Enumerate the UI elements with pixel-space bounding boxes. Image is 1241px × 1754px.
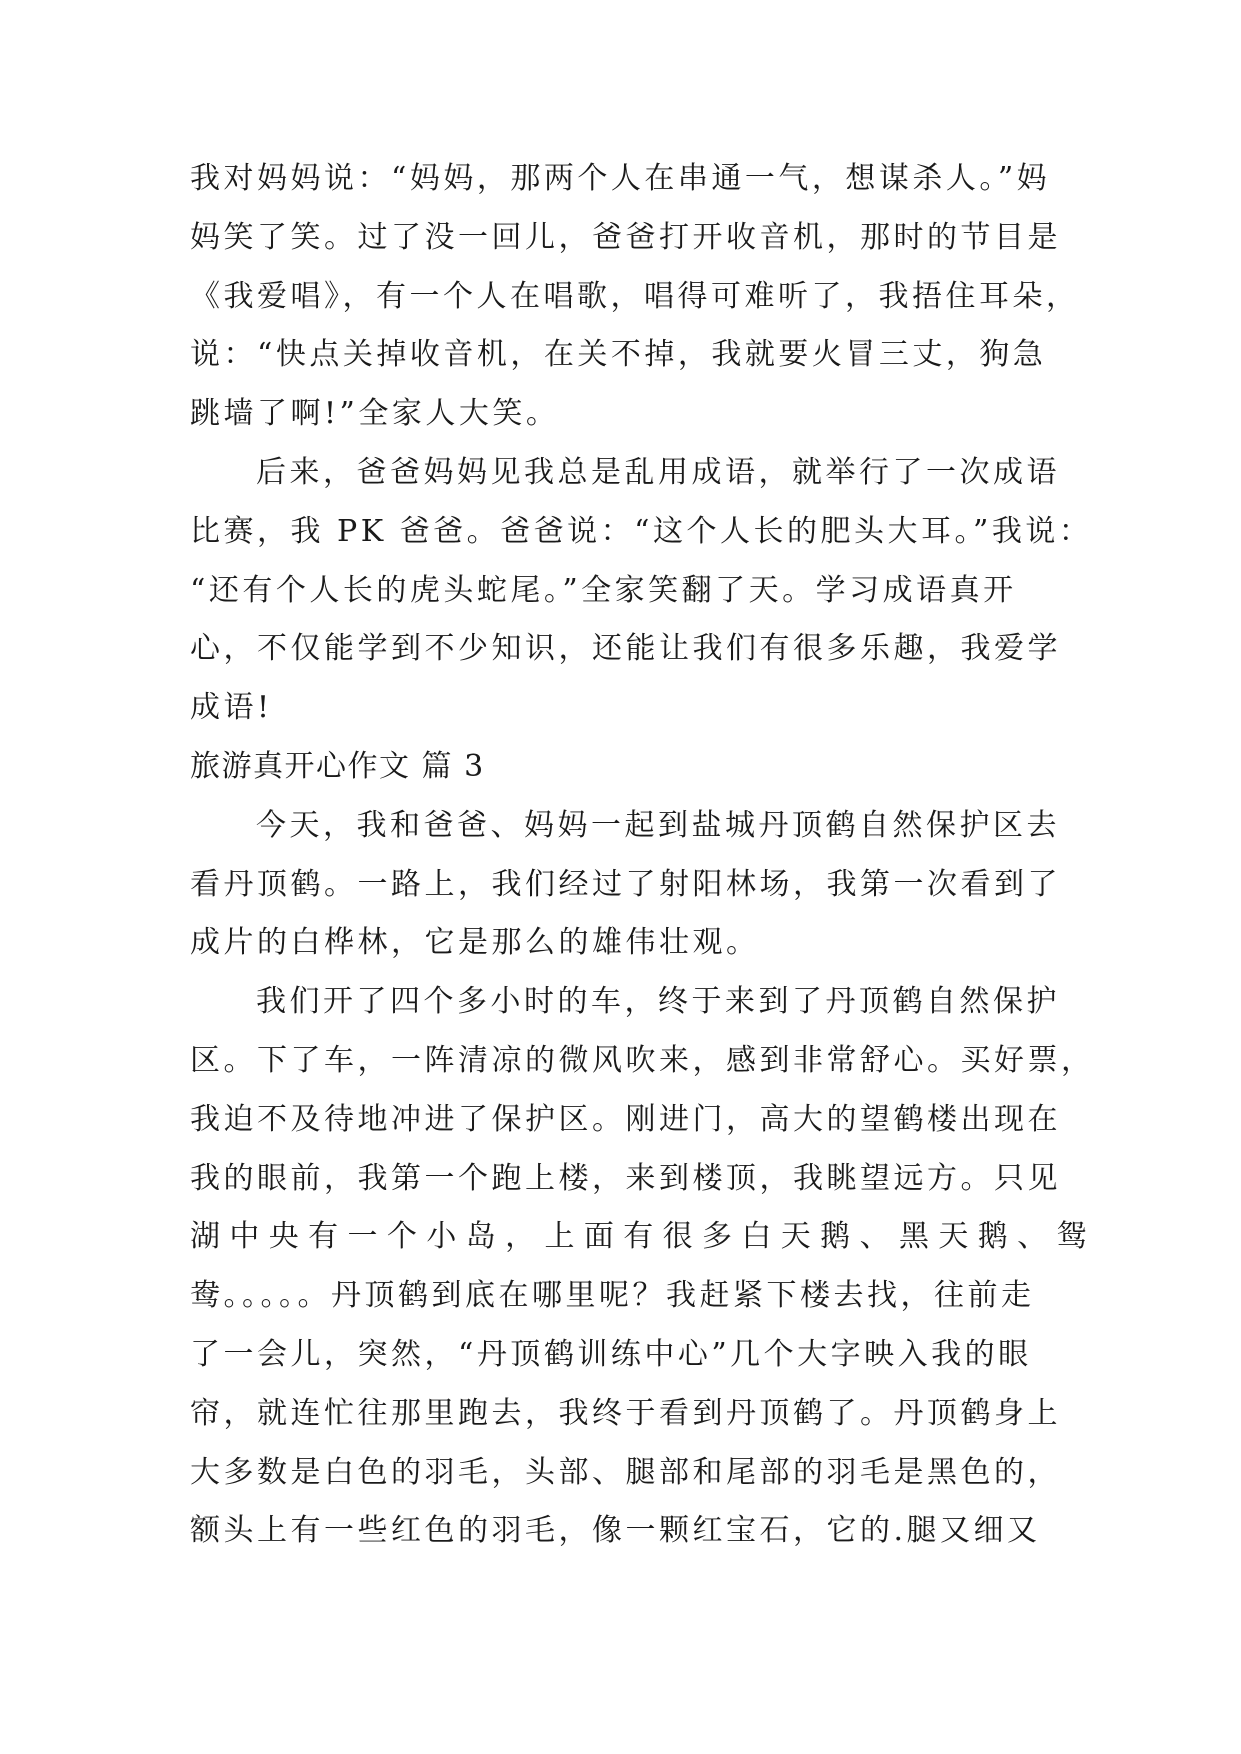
text-line: “还有个人长的虎头蛇尾。”全家笑翻了天。学习成语真开: [190, 572, 1017, 608]
text-line: 我们开了四个多小时的车，终于来到了丹顶鹤自然保护: [256, 984, 1060, 1020]
document-page: [190, 150, 1095, 1561]
text-line: 湖中央有一个小岛，上面有很多白天鹅、黑天鹅、鸳: [190, 1219, 1090, 1255]
text-line: 看丹顶鹤。一路上，我们经过了射阳林场，我第一次看到了: [190, 866, 1061, 902]
text-line: 大多数是白色的羽毛，头部、腿部和尾部的羽毛是黑色的，: [190, 1454, 1061, 1490]
text-line: 后来，爸爸妈妈见我总是乱用成语，就举行了一次成语: [256, 454, 1060, 490]
text-line: 成语!: [190, 690, 273, 726]
text-line: 了一会儿，突然，“丹顶鹤训练中心”几个大字映入我的眼: [190, 1336, 1032, 1372]
text-line: 跳墙了啊!”全家人大笑。: [190, 396, 560, 432]
text-line: 鸯。。。。。丹顶鹤到底在哪里呢？我赶紧下楼去找，往前走: [190, 1278, 1035, 1314]
text-line: 我对妈妈说：“妈妈，那两个人在串通一气，想谋杀人。”妈: [190, 161, 1051, 196]
text-line: 帘，就连忙往那里跑去，我终于看到丹顶鹤了。丹顶鹤身上: [190, 1395, 1061, 1431]
text-line: 今天，我和爸爸、妈妈一起到盐城丹顶鹤自然保护区去: [256, 807, 1060, 843]
text-line: 《我爱唱》，有一个人在唱歌，唱得可难听了，我捂住耳朵，: [190, 278, 1080, 314]
paragraph-4: [190, 973, 1095, 1561]
text-line: 妈笑了笑。过了没一回儿，爸爸打开收音机，那时的节目是: [190, 219, 1061, 255]
text-line: 成片的白桦林，它是那么的雄伟壮观。: [190, 925, 760, 961]
text-line: 额头上有一些红色的羽毛，像一颗红宝石，它的.腿又细又: [190, 1513, 1041, 1549]
section-heading: 旅游真开心作文 篇 3: [190, 748, 485, 784]
paragraph-1: [190, 150, 1090, 444]
paragraph-2: [190, 444, 1093, 738]
text-line: 心，不仅能学到不少知识，还能让我们有很多乐趣，我爱学: [190, 631, 1061, 667]
paragraph-3: [190, 797, 1090, 973]
text-line: 我的眼前，我第一个跑上楼，来到楼顶，我眺望远方。只见: [190, 1160, 1061, 1196]
text-line: 比赛，我 PK 爸爸。爸爸说：“这个人长的肥头大耳。”我说：: [190, 513, 1093, 549]
text-line: 我迫不及待地冲进了保护区。刚进门，高大的望鹤楼出现在: [190, 1101, 1061, 1137]
text-line: 说：“快点关掉收音机，在关不掉，我就要火冒三丈，狗急: [190, 337, 1047, 373]
text-line: 区。下了车，一阵清凉的微风吹来，感到非常舒心。买好票，: [190, 1042, 1095, 1078]
